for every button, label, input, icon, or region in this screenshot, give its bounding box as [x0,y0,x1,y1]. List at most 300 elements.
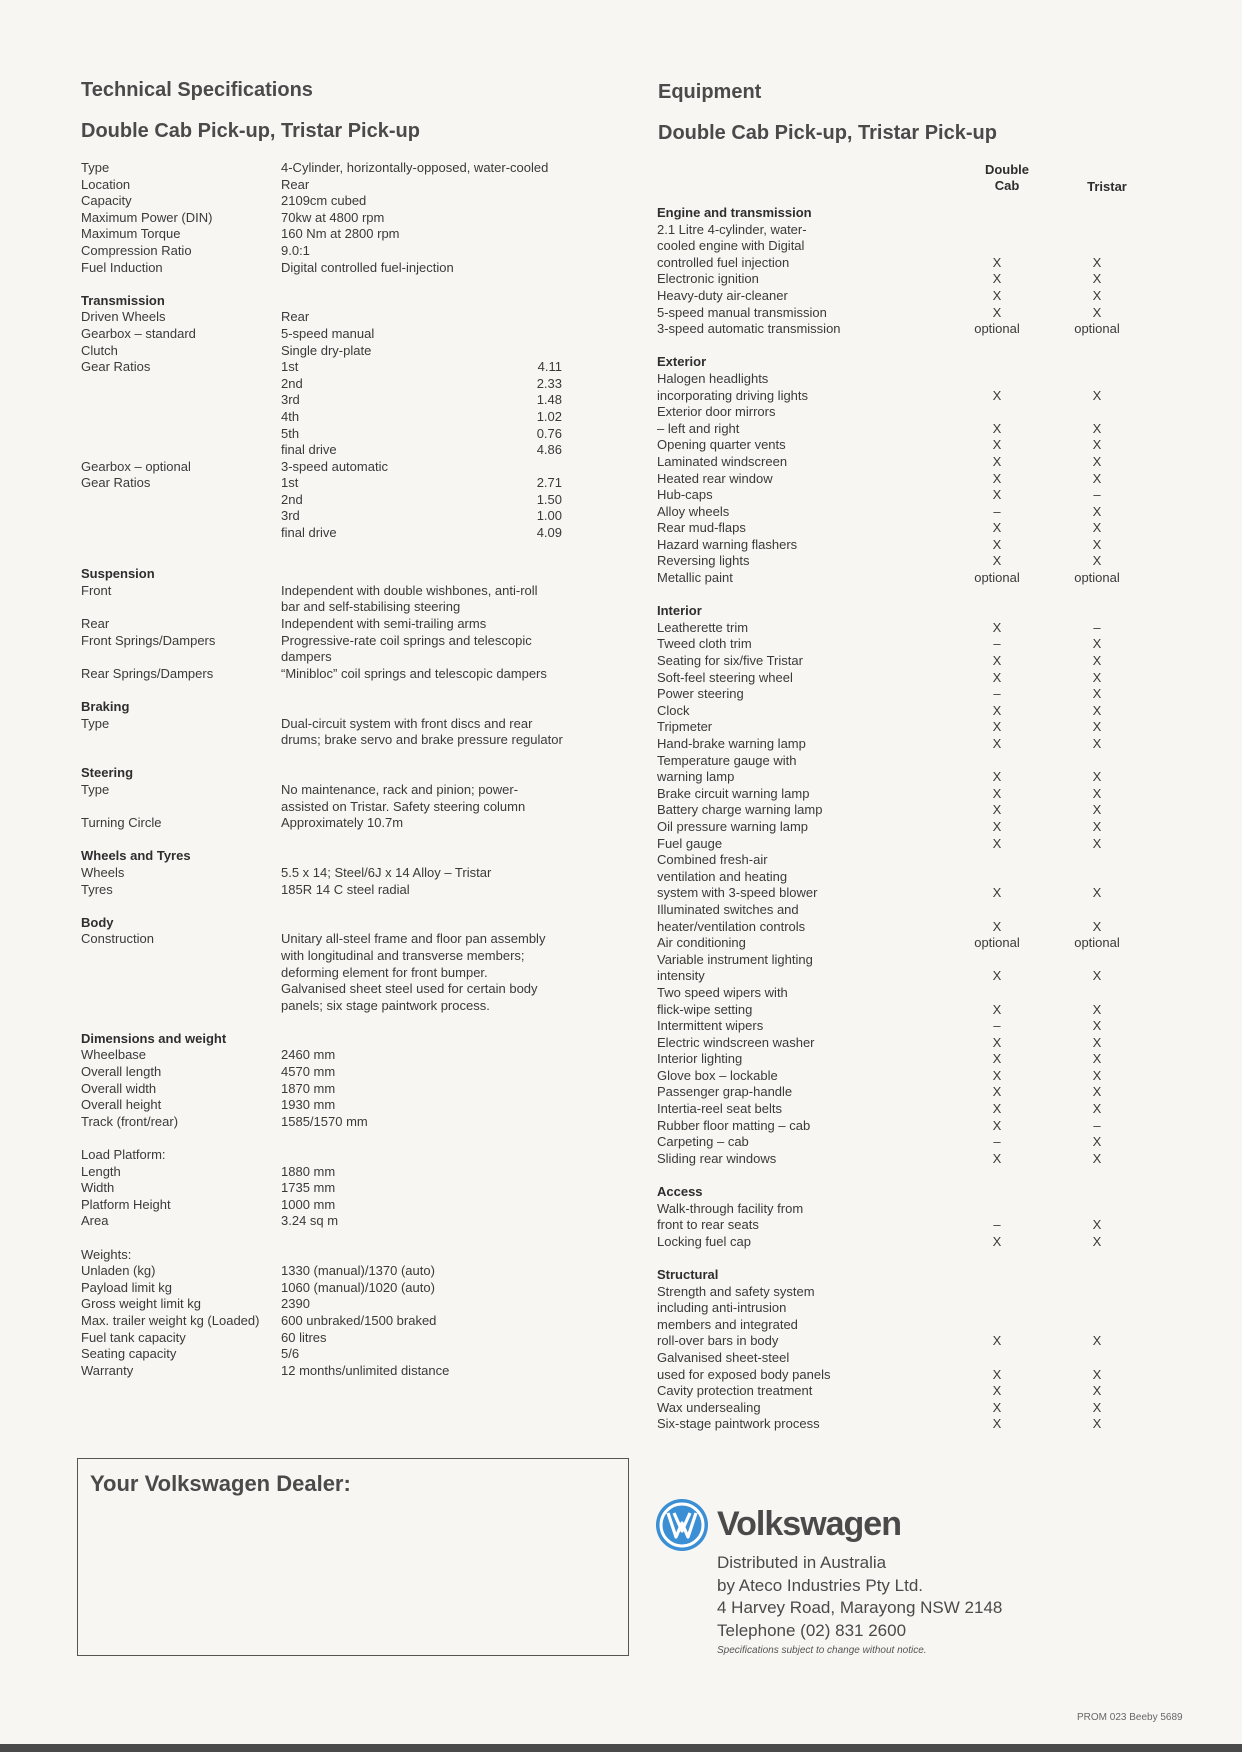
spec-value: 1000 mm [281,1196,336,1212]
double-cab-mark [947,1201,1047,1218]
spec-value: final drive [281,525,337,541]
spacer [81,1014,601,1031]
spec-label: Seating capacity [81,1346,177,1362]
spec-row [81,1296,601,1313]
equipment-label: Locking fuel cap [657,1233,751,1249]
tristar-mark: X [1092,636,1102,652]
equipment-row [657,819,1157,836]
spec-label: Platform Height [81,1196,171,1212]
double-cab-mark [947,222,1047,239]
equipment-row [657,271,1157,288]
technical-specifications [81,160,601,1379]
equipment-label: 5-speed manual transmission [657,304,827,320]
double-cab-mark: optional [974,935,1020,951]
spec-row [81,492,601,509]
double-cab-mark: X [992,1233,1002,1249]
equipment-label: Alloy wheels [657,503,730,519]
tristar-mark: X [1092,1001,1102,1017]
equipment-section-heading: Engine and transmission [657,205,812,220]
dealer-box [77,1458,629,1656]
equipment-row [657,620,1157,637]
spacer [81,749,601,766]
spec-label: Gear Ratios [81,359,151,375]
spec-label: Compression Ratio [81,242,192,258]
spec-label [81,799,281,816]
spec-row [81,409,601,426]
equipment-label: Heavy-duty air-cleaner [657,287,788,303]
spacer [657,587,1157,604]
spec-label: Maximum Torque [81,226,181,242]
tristar-mark: X [1092,1383,1102,1399]
spec-label: Area [81,1213,109,1229]
tristar-mark: X [1092,254,1102,270]
double-cab-mark [947,952,1047,969]
equipment-label: Two speed wipers with [657,984,788,1000]
equipment-label: warning lamp [657,769,735,785]
tristar-mark: X [1092,1034,1102,1050]
gear-ratio: 1.50 [536,491,562,507]
spec-value: Rear [281,176,310,192]
tristar-mark [1047,852,1147,869]
spec-row [81,459,601,476]
equipment-row [657,437,1157,454]
tristar-mark: – [1093,487,1101,503]
double-cab-mark: X [992,802,1002,818]
tristar-mark [1047,869,1147,886]
spec-value: 5-speed manual [281,325,375,341]
equipment-label: Tweed cloth trim [657,636,752,652]
equipment-row [657,1383,1157,1400]
spec-value: Single dry-plate [281,342,372,358]
spec-value: 3rd [281,508,300,524]
double-cab-mark: X [992,719,1002,735]
spec-label: Overall length [81,1064,162,1080]
spec-row [81,599,601,616]
spec-row [81,1330,601,1347]
double-cab-mark: – [993,1217,1001,1233]
double-cab-mark: X [992,653,1002,669]
spacer [81,898,601,915]
equipment-row [657,305,1157,322]
spec-label: Clutch [81,342,118,358]
double-cab-mark: X [992,1101,1002,1117]
double-cab-mark: optional [974,321,1020,337]
equipment-label: Six-stage paintwork process [657,1416,820,1432]
equipment-row [657,786,1157,803]
equipment-label: Strength and safety system [657,1283,815,1299]
spec-label: Wheels [81,864,125,880]
spec-label: Type [81,781,110,797]
suspension-heading: Suspension [81,566,155,582]
equipment-row [657,388,1157,405]
spec-row [81,1064,601,1081]
equipment-label: controlled fuel injection [657,254,790,270]
spec-label [81,948,281,965]
spec-row [81,1197,601,1214]
equipment-section-heading: Interior [657,603,702,619]
double-cab-mark: X [992,1383,1002,1399]
equipment-label: 2.1 Litre 4-cylinder, water- [657,221,807,237]
spec-label: Overall width [81,1080,157,1096]
equipment-row [657,570,1157,587]
equipment-row [657,1002,1157,1019]
double-cab-mark: X [992,1117,1002,1133]
spec-value: “Minibloc” coil springs and telescopic dampers [281,665,547,681]
double-cab-mark: X [992,818,1002,834]
spec-label [81,508,281,525]
spec-label: Wheelbase [81,1047,147,1063]
spacer [81,276,601,293]
equipment-section-heading: Structural [657,1267,719,1282]
tristar-mark: X [1092,1051,1102,1067]
tristar-mark [1047,1201,1147,1218]
equipment-row [657,985,1157,1002]
spec-label: Gross weight limit kg [81,1296,201,1312]
double-cab-mark: – [993,636,1001,652]
equipment-label: flick-wipe setting [657,1001,753,1017]
spec-value: 160 Nm at 2800 rpm [281,226,400,242]
spec-value: 9.0:1 [281,242,310,258]
brand-name: Volkswagen [717,1505,901,1543]
double-cab-mark: – [993,1018,1001,1034]
gear-ratio: 4.11 [537,359,562,375]
tristar-mark: X [1092,553,1102,569]
spec-row [81,1313,601,1330]
tristar-mark: X [1092,785,1102,801]
tristar-mark: X [1092,1416,1102,1432]
spec-value: 5/6 [281,1346,300,1362]
equipment-label: Carpeting – cab [657,1134,749,1150]
equipment-label: Air conditioning [657,935,746,951]
equipment-row [657,769,1157,786]
spec-row [81,376,601,393]
spec-value: 1st [281,475,299,491]
spec-label [81,492,281,509]
spec-value: 5th [281,425,300,441]
spec-row [81,326,601,343]
equipment-row [657,1035,1157,1052]
spec-row [81,633,601,650]
tristar-mark: X [1092,835,1102,851]
equipment-row [657,852,1157,869]
spec-row [81,732,601,749]
spec-row [81,309,601,326]
spec-row [81,243,601,260]
spec-value: 2390 [281,1296,310,1312]
spec-value: 60 litres [281,1329,327,1345]
gear-ratio: 4.86 [536,442,562,458]
spec-label [81,392,281,409]
equipment-label: Interior lighting [657,1051,743,1067]
equipment-row [657,703,1157,720]
spec-value: Independent with semi-trailing arms [281,616,487,632]
equipment-label: ventilation and heating [657,868,788,884]
spec-row [81,1346,601,1363]
tristar-mark: – [1093,619,1101,635]
equipment-row [657,1350,1157,1367]
spec-row [81,1081,601,1098]
spec-value: panels; six stage paintwork process. [281,997,490,1013]
double-cab-mark: X [992,835,1002,851]
spec-row [81,815,601,832]
double-cab-mark: X [992,470,1002,486]
equipment-label: Walk-through facility from [657,1200,804,1216]
spec-value: drums; brake servo and brake pressure regulator [281,732,563,748]
equipment-label: Combined fresh-air [657,852,768,868]
equipment-row [657,719,1157,736]
spec-label: Track (front/rear) [81,1113,179,1129]
double-cab-mark: – [993,686,1001,702]
col-double-cab-header [957,162,1057,194]
equipment-label: Rubber floor matting – cab [657,1117,811,1133]
equipment-row [657,1217,1157,1234]
tristar-mark: X [1092,1333,1102,1349]
spec-row [81,583,601,600]
equipment-label: members and integrated [657,1316,798,1332]
tristar-mark: X [1092,1233,1102,1249]
tristar-mark: X [1092,736,1102,751]
equipment-row [657,686,1157,703]
equipment-label: Soft-feel steering wheel [657,669,793,685]
spec-label: Fuel tank capacity [81,1329,186,1345]
body-heading: Body [81,914,114,930]
double-cab-mark: X [992,1001,1002,1017]
spec-label: Front [81,582,112,598]
double-cab-mark: X [992,1067,1002,1083]
tristar-mark: X [1092,719,1102,735]
double-cab-mark: X [992,619,1002,635]
tristar-mark [1047,1317,1147,1334]
tristar-mark [1047,1284,1147,1301]
gear-ratio: 2.33 [536,375,562,391]
tristar-mark: X [1092,387,1102,403]
tech-spec-subtitle: Double Cab Pick-up, Tristar Pick-up [81,120,420,142]
weights-heading: Weights: [81,1246,132,1262]
double-cab-mark: X [992,304,1002,320]
spec-value: Galvanised sheet steel used for certain body [281,981,538,997]
tristar-mark [1047,985,1147,1002]
spec-value: Independent with double wishbones, anti-roll [281,582,538,598]
spec-value: bar and self-stabilising steering [281,599,461,615]
spec-row [81,716,601,733]
double-cab-mark [947,869,1047,886]
dealer-title: Your Volkswagen Dealer: [90,1471,351,1496]
equipment-label: Leatherette trim [657,619,749,635]
spec-label: Turning Circle [81,815,162,831]
equipment-title: Equipment [658,81,762,103]
spacer [81,1130,601,1147]
spec-value: 70kw at 4800 rpm [281,209,385,225]
double-cab-mark: X [992,1416,1002,1432]
spec-row [81,981,601,998]
spec-label: Construction [81,931,154,947]
equipment-label: Electronic ignition [657,271,759,287]
tristar-mark: X [1092,918,1102,934]
equipment-row [657,1300,1157,1317]
equipment-label: Illuminated switches and [657,901,799,917]
spec-row [81,525,601,542]
spec-label: Length [81,1163,121,1179]
double-cab-mark: X [992,520,1002,536]
double-cab-mark: X [992,271,1002,287]
equipment-label: Halogen headlights [657,370,769,386]
equipment-row [657,537,1157,554]
equipment-section-heading: Access [657,1184,703,1200]
equipment-label: system with 3-speed blower [657,885,818,901]
spec-row [81,799,601,816]
double-cab-mark [947,238,1047,255]
spec-label [81,525,281,542]
equipment-row [657,421,1157,438]
spec-row [81,210,601,227]
equipment-row [657,919,1157,936]
equipment-label: Power steering [657,686,744,702]
equipment-row [657,454,1157,471]
spec-row [81,426,601,443]
equipment-label: Tripmeter [657,719,713,735]
prom-code: PROM 023 Beeby 5689 [1077,1712,1183,1723]
spec-value: 2109cm cubed [281,193,367,209]
equipment-row [657,321,1157,338]
spec-value: 4th [281,408,300,424]
spec-row [81,475,601,492]
volkswagen-logo-icon [654,1497,710,1553]
tristar-mark: X [1092,1018,1102,1034]
equipment-row [657,222,1157,239]
double-cab-mark: optional [974,570,1020,586]
spec-row [81,177,601,194]
double-cab-mark: X [992,968,1002,984]
equipment-label: Battery charge warning lamp [657,802,823,818]
equipment-label: Opening quarter vents [657,437,786,453]
equipment-row [657,1084,1157,1101]
equipment-label: Electric windscreen washer [657,1034,815,1050]
double-cab-mark [947,753,1047,770]
equipment-label: Intermittent wipers [657,1018,764,1034]
spec-value: Rear [281,309,310,325]
equipment-label: Intertia-reel seat belts [657,1101,783,1117]
col-double-line2: Cab [994,178,1020,193]
tristar-mark: X [1092,520,1102,536]
tristar-mark [1047,952,1147,969]
double-cab-mark: X [992,1034,1002,1050]
equipment-row [657,885,1157,902]
spec-row [81,343,601,360]
equipment-row [657,636,1157,653]
spec-row [81,931,601,948]
spec-row [81,865,601,882]
spec-value: Unitary all-steel frame and floor pan assembly [281,931,546,947]
tristar-mark: optional [1074,570,1120,586]
equipment-row [657,1284,1157,1301]
equipment-label: Fuel gauge [657,835,723,851]
equipment-row [657,1134,1157,1151]
tristar-mark: – [1093,1117,1101,1133]
transmission-heading: Transmission [81,292,165,308]
spec-label: Rear Springs/Dampers [81,665,214,681]
tristar-mark: X [1092,437,1102,453]
double-cab-mark: X [992,736,1002,751]
gear-ratio: 1.00 [536,508,562,524]
equipment-label: Temperature gauge with [657,752,797,768]
spec-value: final drive [281,442,337,458]
double-cab-mark: X [992,918,1002,934]
dimensions-heading: Dimensions and weight [81,1030,227,1046]
equipment-row [657,1051,1157,1068]
spec-label: Type [81,715,110,731]
double-cab-mark: X [992,536,1002,552]
spec-value: assisted on Tristar. Safety steering column [281,798,526,814]
tristar-mark: X [1092,453,1102,469]
tristar-mark: X [1092,885,1102,901]
equipment-label: Variable instrument lighting [657,951,813,967]
spec-row [81,160,601,177]
spec-value: Progressive-rate coil springs and telescopic [281,632,532,648]
spacer [81,558,601,566]
spec-value: 1870 mm [281,1080,336,1096]
equipment-label: Hand-brake warning lamp [657,736,806,751]
double-cab-mark [947,902,1047,919]
tristar-mark: X [1092,420,1102,436]
equipment-row [657,238,1157,255]
tristar-mark: X [1092,271,1102,287]
equipment-label: used for exposed body panels [657,1366,831,1382]
spec-value: Digital controlled fuel-injection [281,259,454,275]
spec-label [81,426,281,443]
gear-ratio: 1.48 [536,392,562,408]
double-cab-mark: X [992,453,1002,469]
tristar-mark: optional [1074,935,1120,951]
equipment-label: Rear mud-flaps [657,520,746,536]
gear-ratio: 0.76 [536,425,562,441]
spec-value: 600 unbraked/1500 braked [281,1312,437,1328]
tristar-mark [1047,404,1147,421]
spec-row [81,1114,601,1131]
spec-value: with longitudinal and transverse members; [281,947,525,963]
spacer [657,1167,1157,1184]
equipment-row [657,736,1157,753]
equipment-row [657,1101,1157,1118]
tristar-mark: X [1092,1217,1102,1233]
equipment-label: Metallic paint [657,570,733,586]
spec-label: Rear [81,616,110,632]
distributor-line: Distributed in Australia [717,1553,887,1572]
col-double-line1: Double [984,162,1030,177]
double-cab-mark: X [992,1084,1002,1100]
spec-label [81,649,281,666]
tristar-mark: X [1092,287,1102,303]
spec-value: 1st [281,359,299,375]
double-cab-mark: – [993,503,1001,519]
spec-value: 1880 mm [281,1163,336,1179]
double-cab-mark: X [992,254,1002,270]
spacer [81,1230,601,1247]
double-cab-mark: X [992,885,1002,901]
spec-value: No maintenance, rack and pinion; power- [281,781,519,797]
double-cab-mark: X [992,287,1002,303]
spec-value: 4-Cylinder, horizontally-opposed, water-cooled [281,160,549,175]
spec-value: 2460 mm [281,1047,336,1063]
equipment-label: Heated rear window [657,470,773,486]
gear-ratio: 1.02 [536,408,562,424]
distributor-line: by Ateco Industries Pty Ltd. [717,1575,924,1595]
spec-row [81,260,601,277]
equipment-row [657,371,1157,388]
spec-label [81,376,281,393]
spec-value: 185R 14 C steel radial [281,881,410,897]
equipment-section-heading: Exterior [657,354,707,370]
equipment-label: Seating for six/five Tristar [657,653,803,669]
